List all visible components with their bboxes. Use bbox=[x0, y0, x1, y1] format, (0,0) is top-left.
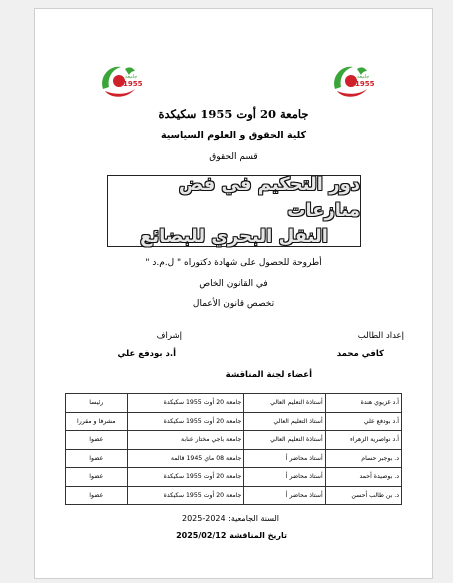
svg-text:ﺟﺎﻣﻌﺔ: ﺟﺎﻣﻌﺔ bbox=[357, 74, 370, 80]
committee-row bbox=[66, 468, 402, 487]
thesis-specialty: تخصص قانون الأعمال bbox=[192, 299, 275, 309]
thesis-title-line-1: دور التحكيم في فض منازعات bbox=[178, 174, 360, 221]
member-rank: أستاذة التعليم العالي bbox=[244, 431, 325, 450]
member-name: د. بوجبر حسام bbox=[325, 449, 401, 468]
member-name: أ.د غزيوي هندة bbox=[325, 394, 401, 413]
member-institution: جامعة 20 أوت 1955 سكيكدة bbox=[127, 412, 244, 431]
member-role: عضوا bbox=[66, 431, 128, 450]
member-role: مشرفا و مقررا bbox=[66, 412, 128, 431]
committee-table bbox=[65, 393, 402, 505]
thesis-title-line-2: النقل البحري للبضائع bbox=[140, 226, 328, 247]
committee-row bbox=[66, 431, 402, 450]
member-role: عضوا bbox=[66, 468, 128, 487]
supervisor-name: أ.د بودفع علي bbox=[117, 349, 176, 359]
member-rank: أستاذ محاضر أ bbox=[244, 486, 325, 505]
member-institution: جامعة 20 أوت 1955 سكيكدة bbox=[127, 468, 244, 487]
member-role: رئيسا bbox=[66, 394, 128, 413]
member-rank: أستاذ التعليم العالي bbox=[244, 412, 325, 431]
member-name: د. بن طالب أحسن bbox=[325, 486, 401, 505]
member-role: عضوا bbox=[66, 449, 128, 468]
member-institution: جامعة باجي مختار عنابة bbox=[127, 431, 244, 450]
member-role: عضوا bbox=[66, 486, 128, 505]
supervisor-label: إشراف bbox=[156, 331, 182, 341]
thesis-purpose: أطروحة للحصول على شهادة دكتوراه " ل.م.د " bbox=[145, 258, 322, 268]
member-institution: جامعة 20 أوت 1955 سكيكدة bbox=[127, 394, 244, 413]
academic-year: السنة الجامعية: 2024-2025 bbox=[182, 514, 279, 523]
department-name: قسم الحقوق bbox=[209, 152, 258, 162]
member-rank: أستاذ محاضر أ bbox=[244, 468, 325, 487]
svg-text:1955: 1955 bbox=[355, 80, 375, 88]
member-rank: أستاذة التعليم العالي bbox=[244, 394, 325, 413]
member-name: أ.د بودفع علي bbox=[325, 412, 401, 431]
document-page bbox=[34, 8, 433, 579]
thesis-title-box bbox=[107, 175, 361, 247]
thesis-field: في القانون الخاص bbox=[199, 279, 268, 289]
member-name: أ.د نواصرية الزهراء bbox=[325, 431, 401, 450]
committee-row bbox=[66, 412, 402, 431]
committee-row bbox=[66, 449, 402, 468]
committee-heading: أعضاء لجنة المناقشة bbox=[225, 370, 312, 380]
student-label: إعداد الطالب bbox=[357, 331, 404, 341]
member-institution: جامعة 20 أوت 1955 سكيكدة bbox=[127, 486, 244, 505]
defense-date: تاريخ المناقشة 2025/02/12 bbox=[176, 531, 287, 540]
student-name: كافي محمد bbox=[336, 349, 384, 359]
member-name: د. بوصيدة أحمد bbox=[325, 468, 401, 487]
faculty-name: كلية الحقوق و العلوم السياسية bbox=[160, 130, 307, 141]
committee-row bbox=[66, 394, 402, 413]
university-logo-right bbox=[327, 59, 379, 103]
university-name: جامعة 20 أوت 1955 سكيكدة bbox=[158, 107, 309, 121]
member-institution: جامعة 08 ماي 1945 قالمة bbox=[127, 449, 244, 468]
svg-text:1955: 1955 bbox=[123, 80, 143, 88]
member-rank: أستاذ محاضر أ bbox=[244, 449, 325, 468]
committee-row bbox=[66, 486, 402, 505]
svg-text:ﺟﺎﻣﻌﺔ: ﺟﺎﻣﻌﺔ bbox=[125, 74, 138, 80]
university-logo-left bbox=[95, 59, 147, 103]
